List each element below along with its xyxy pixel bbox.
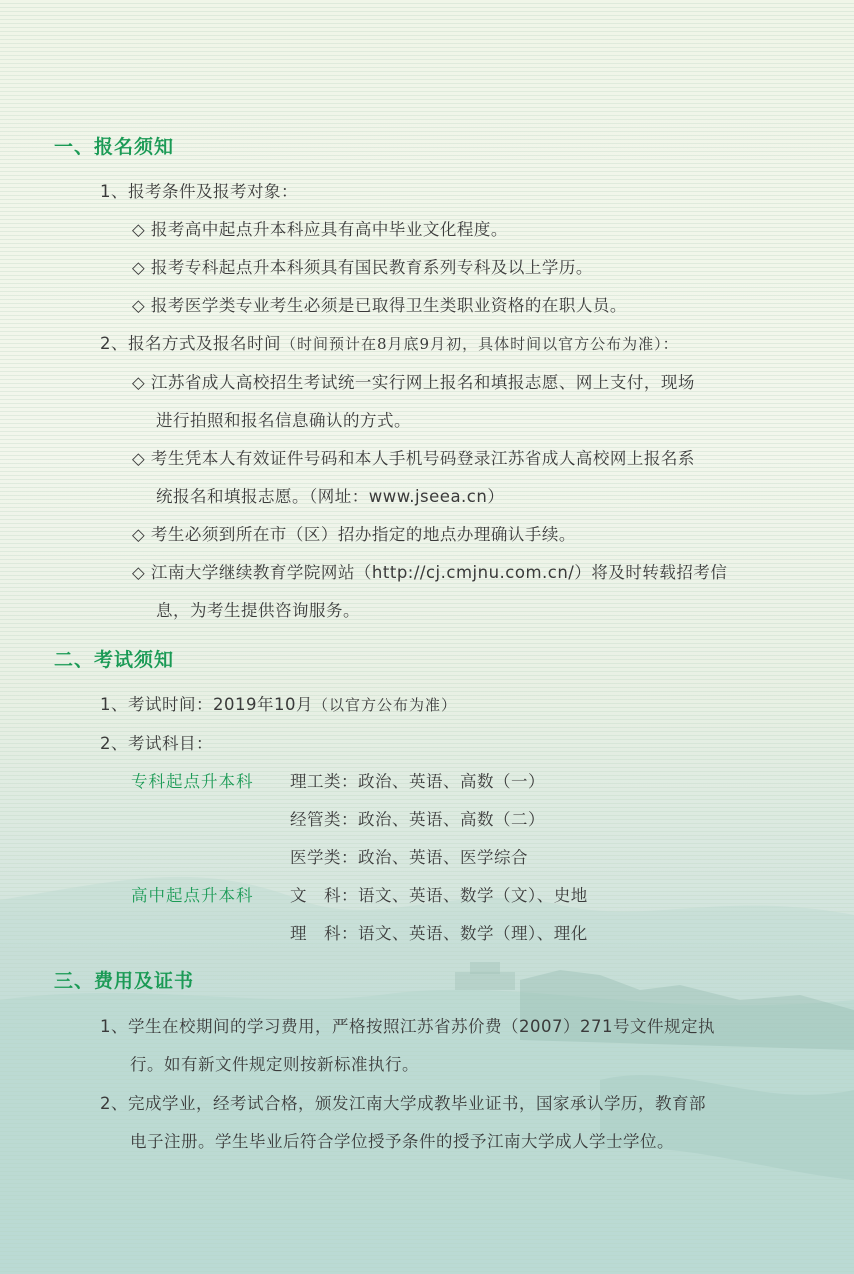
s3-item-1-cont: 行。如有新文件规定则按新标准执行。 (130, 1055, 419, 1074)
s1-i2-bullet-3: ◇ 考生必须到所在市（区）招办指定的地点办理确认手续。 (132, 525, 576, 544)
s1-i2-bullet-1-cont: 进行拍照和报名信息确认的方式。 (156, 411, 411, 430)
group-2-row-2 (290, 920, 588, 944)
g1-r3-cat: 医学类 (290, 848, 341, 867)
s1-i2-bullet-2-cont: 统报名和填报志愿。（网址：www.jseea.cn） (156, 487, 505, 506)
s1-i1-bullet-3: ◇ 报考医学类专业考生必须是已取得卫生类职业资格的在职人员。 (132, 296, 627, 315)
g1-r1-cat: 理工类 (290, 772, 341, 791)
section-2-heading: 二、考试须知 (54, 649, 175, 671)
g1-r2-subjects: ：政治、英语、高数（二） (341, 810, 545, 829)
s2-i1-note: （以官方公布为准） (313, 696, 458, 714)
section-3-heading: 三、费用及证书 (54, 970, 195, 992)
g1-r3-subjects: ：政治、英语、医学综合 (341, 848, 528, 867)
g2-r1-cat: 文 科 (290, 886, 341, 905)
s1-i1-bullet-1: ◇ 报考高中起点升本科应具有高中毕业文化程度。 (132, 220, 508, 239)
section-2-item-2: 2、考试科目： (100, 734, 213, 753)
s3-item-2-cont: 电子注册。学生毕业后符合学位授予条件的授予江南大学成人学士学位。 (130, 1132, 674, 1151)
g2-r2-cat: 理 科 (290, 924, 341, 943)
group-2-name: 高中起点升本科 (131, 886, 254, 905)
g1-r1-subjects: ：政治、英语、高数（一） (341, 772, 545, 791)
group-1-row-2 (290, 806, 545, 830)
section-1-heading: 一、报名须知 (54, 136, 175, 158)
section-1-item-2 (100, 330, 679, 354)
s1-i2-note: （时间预计在8月底9月初，具体时间以官方公布为准）： (281, 335, 679, 353)
s1-i2-bullet-4: ◇ 江南大学继续教育学院网站（http://cj.cmjnu.com.cn/）将及时转载招考信 (132, 563, 728, 582)
g1-r2-cat: 经管类 (290, 810, 341, 829)
group-1-row-1 (290, 768, 545, 792)
group-2-row-1 (290, 882, 588, 906)
s1-i2-bullet-4-cont: 息，为考生提供咨询服务。 (156, 601, 360, 620)
s1-i2-bullet-2: ◇ 考生凭本人有效证件号码和本人手机号码登录江苏省成人高校网上报名系 (132, 449, 695, 468)
group-1-row-3 (290, 844, 528, 868)
s1-i1-bullet-2: ◇ 报考专科起点升本科须具有国民教育系列专科及以上学历。 (132, 258, 593, 277)
g2-r2-subjects: ：语文、英语、数学（理）、理化 (341, 924, 588, 943)
s3-item-1: 1、学生在校期间的学习费用，严格按照江苏省苏价费（2007）271号文件规定执 (100, 1017, 715, 1036)
group-1-name: 专科起点升本科 (131, 772, 254, 791)
s3-item-2: 2、完成学业，经考试合格，颁发江南大学成教毕业证书，国家承认学历，教育部 (100, 1094, 706, 1113)
g2-r1-subjects: ：语文、英语、数学（文）、史地 (341, 886, 588, 905)
s1-i2-bullet-1: ◇ 江苏省成人高校招生考试统一实行网上报名和填报志愿、网上支付，现场 (132, 373, 695, 392)
s1-i2-label: 2、报名方式及报名时间 (100, 334, 281, 353)
section-2-item-1 (100, 691, 457, 715)
s2-i1-label: 1、考试时间：2019年10月 (100, 695, 313, 714)
section-1-item-1: 1、报考条件及报考对象： (100, 182, 298, 201)
